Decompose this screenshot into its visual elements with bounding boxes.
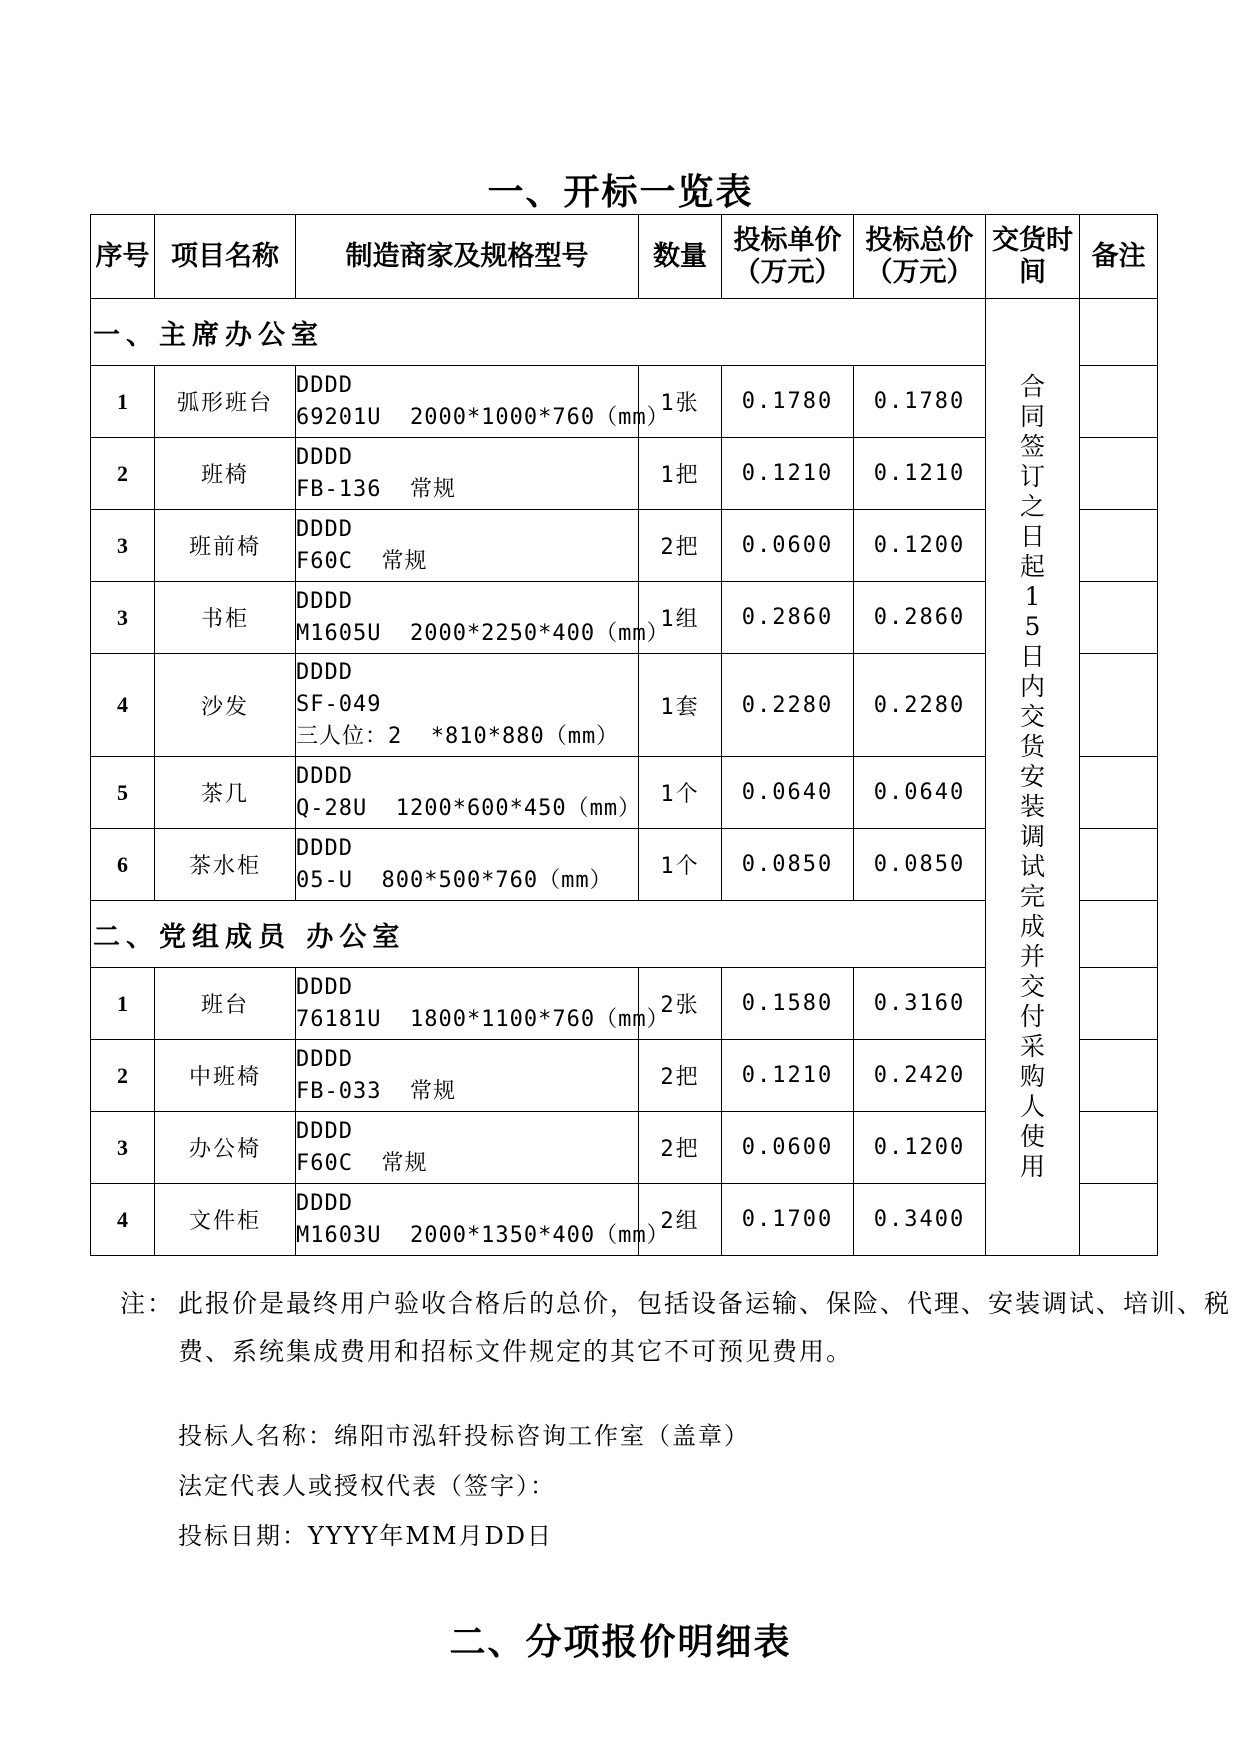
item-unit-price: 0.0640	[722, 757, 854, 829]
table-title: 一、开标一览表	[487, 171, 754, 213]
item-unit-price: 0.1210	[722, 1040, 854, 1112]
item-total-price: 0.1200	[854, 510, 986, 582]
bid-summary-table	[90, 214, 1158, 1256]
section-title-2: 二、分项报价明细表	[449, 1621, 792, 1663]
header-unit-price: 投标单价（万元）	[722, 215, 854, 299]
item-qty: 1个	[639, 757, 722, 829]
item-spec: DDDD SF-049 三人位：2 *810*880（mm）	[296, 654, 639, 757]
item-name: 书柜	[155, 582, 296, 654]
item-no: 2	[91, 1040, 155, 1112]
item-qty: 2组	[639, 1184, 722, 1256]
item-total-price: 0.3160	[854, 968, 986, 1040]
item-total-price: 0.2860	[854, 582, 986, 654]
item-name: 班前椅	[155, 510, 296, 582]
header-spec: 制造商家及规格型号	[296, 215, 639, 299]
item-total-price: 0.1210	[854, 438, 986, 510]
item-spec: DDDD FB-136 常规	[296, 438, 639, 510]
item-total-price: 0.0640	[854, 757, 986, 829]
item-spec: DDDD 05-U 800*500*760（mm）	[296, 829, 639, 901]
header-name: 项目名称	[155, 215, 296, 299]
item-spec: DDDD 76181U 1800*1100*760（mm）	[296, 968, 639, 1040]
item-total-price: 0.1780	[854, 366, 986, 438]
item-name: 中班椅	[155, 1040, 296, 1112]
remark-cell	[1080, 1184, 1158, 1256]
remark-cell	[1080, 1040, 1158, 1112]
bid-date: 投标日期：YYYY年MM月DD日	[178, 1522, 554, 1550]
item-total-price: 0.3400	[854, 1184, 986, 1256]
item-total-price: 0.0850	[854, 829, 986, 901]
item-spec: DDDD Q-28U 1200*600*450（mm）	[296, 757, 639, 829]
header-qty: 数量	[639, 215, 722, 299]
delivery-text: 合同签订之日起15日内交货安装调试完成并交付采购人使用	[1019, 372, 1045, 1181]
remark-cell	[1080, 968, 1158, 1040]
item-spec: DDDD F60C 常规	[296, 1112, 639, 1184]
item-spec: DDDD 69201U 2000*1000*760（mm）	[296, 366, 639, 438]
item-no: 3	[91, 1112, 155, 1184]
item-unit-price: 0.1580	[722, 968, 854, 1040]
item-spec: DDDD F60C 常规	[296, 510, 639, 582]
note-label: 注：	[120, 1289, 175, 1318]
item-no: 5	[91, 757, 155, 829]
item-unit-price: 0.0850	[722, 829, 854, 901]
item-no: 3	[91, 510, 155, 582]
item-unit-price: 0.1780	[722, 366, 854, 438]
item-unit-price: 0.2280	[722, 654, 854, 757]
remark-cell	[1080, 757, 1158, 829]
remark-cell	[1080, 582, 1158, 654]
representative-signature: 法定代表人或授权代表（签字）：	[178, 1472, 556, 1500]
item-unit-price: 0.2860	[722, 582, 854, 654]
item-name: 班台	[155, 968, 296, 1040]
remark-cell	[1080, 438, 1158, 510]
item-qty: 2把	[639, 1112, 722, 1184]
item-spec: DDDD M1605U 2000*2250*400（mm）	[296, 582, 639, 654]
remark-cell	[1080, 829, 1158, 901]
item-no: 6	[91, 829, 155, 901]
item-unit-price: 0.1210	[722, 438, 854, 510]
section-row	[91, 299, 1158, 366]
item-qty: 1张	[639, 366, 722, 438]
item-no: 2	[91, 438, 155, 510]
remark-cell	[1080, 654, 1158, 757]
item-no: 1	[91, 366, 155, 438]
remark-cell	[1080, 1112, 1158, 1184]
item-qty: 1组	[639, 582, 722, 654]
item-qty: 2把	[639, 1040, 722, 1112]
item-name: 茶几	[155, 757, 296, 829]
item-qty: 2张	[639, 968, 722, 1040]
remark-cell	[1080, 299, 1158, 366]
header-no: 序号	[91, 215, 155, 299]
item-total-price: 0.2420	[854, 1040, 986, 1112]
item-no: 1	[91, 968, 155, 1040]
header-remark: 备注	[1080, 215, 1158, 299]
section-label: 一、主席办公室	[91, 299, 986, 366]
item-name: 茶水柜	[155, 829, 296, 901]
remark-cell	[1080, 366, 1158, 438]
item-total-price: 0.2280	[854, 654, 986, 757]
section-label: 二、党组成员 办公室	[91, 901, 986, 968]
item-name: 弧形班台	[155, 366, 296, 438]
item-spec: DDDD M1603U 2000*1350*400（mm）	[296, 1184, 639, 1256]
item-no: 3	[91, 582, 155, 654]
item-spec: DDDD FB-033 常规	[296, 1040, 639, 1112]
remark-cell	[1080, 510, 1158, 582]
item-no: 4	[91, 654, 155, 757]
item-qty: 1套	[639, 654, 722, 757]
item-name: 沙发	[155, 654, 296, 757]
remark-cell	[1080, 901, 1158, 968]
note	[120, 1280, 1238, 1376]
item-no: 4	[91, 1184, 155, 1256]
header-delivery: 交货时间	[986, 215, 1080, 299]
item-unit-price: 0.0600	[722, 1112, 854, 1184]
delivery-time	[986, 299, 1080, 1256]
item-name: 办公椅	[155, 1112, 296, 1184]
item-name: 文件柜	[155, 1184, 296, 1256]
item-qty: 2把	[639, 510, 722, 582]
item-unit-price: 0.0600	[722, 510, 854, 582]
item-unit-price: 0.1700	[722, 1184, 854, 1256]
bidder-name: 投标人名称：绵阳市泓轩投标咨询工作室（盖章）	[178, 1422, 750, 1450]
item-name: 班椅	[155, 438, 296, 510]
item-qty: 1把	[639, 438, 722, 510]
item-total-price: 0.1200	[854, 1112, 986, 1184]
note-text: 此报价是最终用户验收合格后的总价，包括设备运输、保险、代理、安装调试、培训、税费、系统集成费用和招标文件规定的其它不可预见费用。	[178, 1289, 1232, 1366]
header-total-price: 投标总价（万元）	[854, 215, 986, 299]
item-qty: 1个	[639, 829, 722, 901]
